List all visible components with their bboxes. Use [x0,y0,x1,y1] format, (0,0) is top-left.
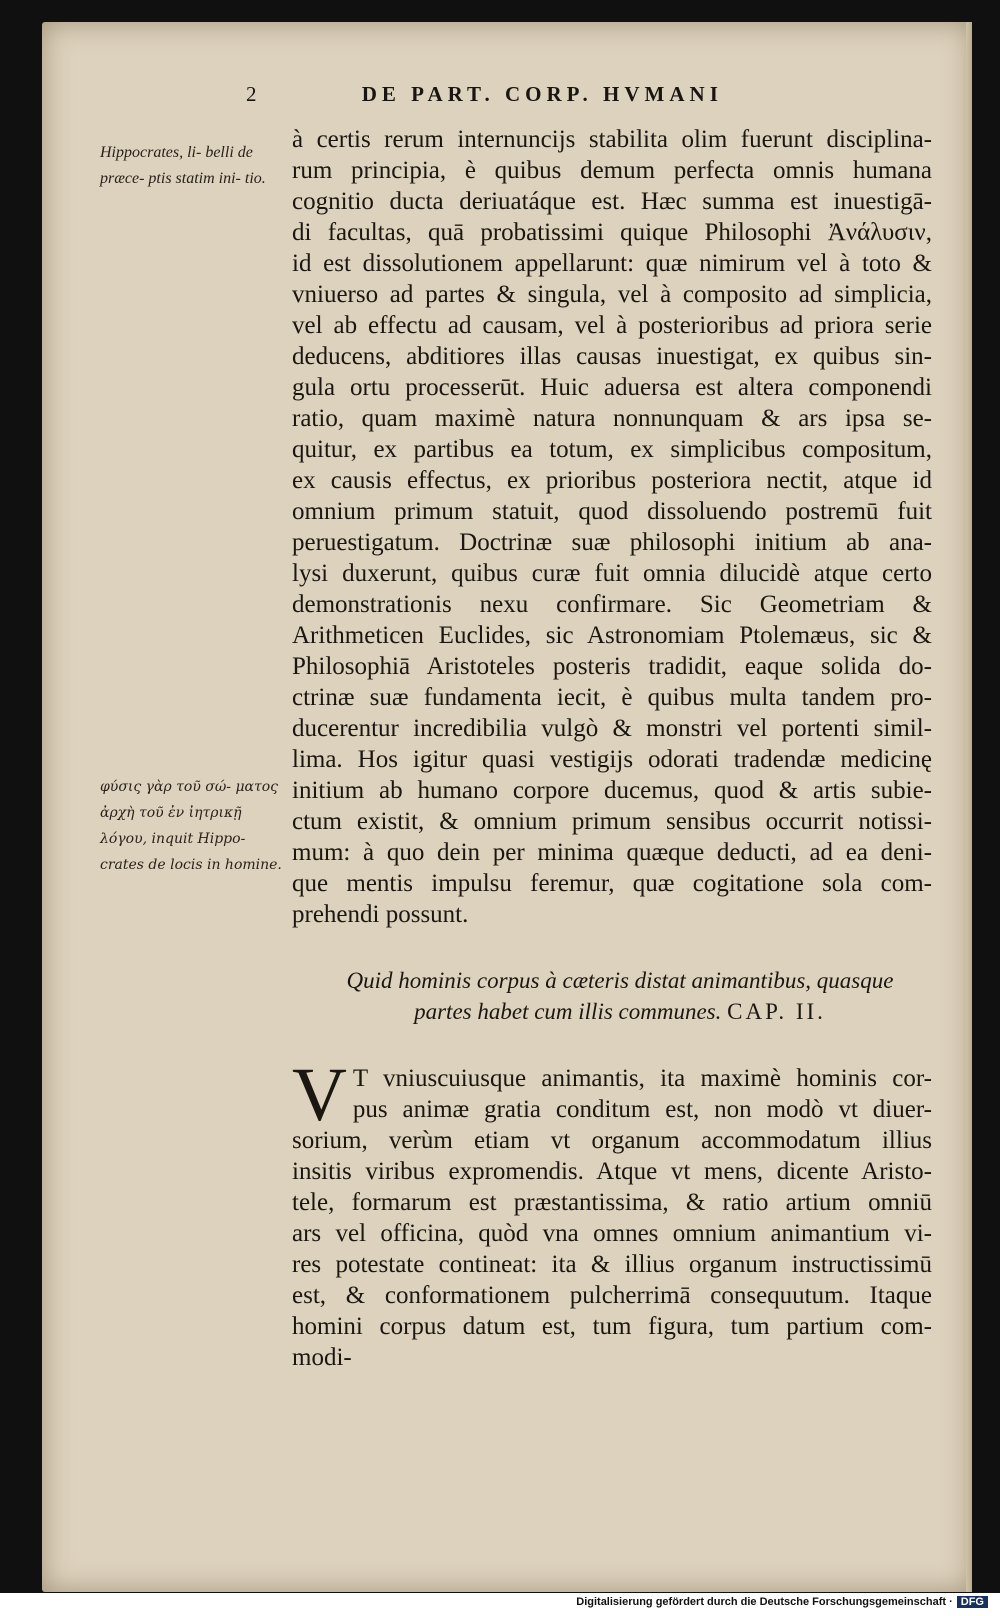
text-line: prehendi possunt. [292,901,469,928]
text-line: res potestate contineat: ita & illius organum instructissimū [292,1251,932,1278]
running-title: DE PART. CORP. HVMANI [361,82,723,106]
text-line: rum principia, è quibus demum perfecta omnis humana [292,157,932,184]
text-line: deducens, abditiores illas causas inuestigat, ex quibus sin- [292,343,932,370]
text-line: mum: à quo dein per minima quæque deducti, ad ea deni- [292,839,932,866]
chapter-lines [292,1053,932,1373]
chapter-heading-line: Quid hominis corpus à cæteris distat animantibus, quasque [346,968,894,993]
text-line: lima. Hos igitur quasi vestigijs odorati tradendæ medicinę [292,746,932,773]
digitization-credit [576,1596,988,1608]
text-line: est, & conformationem pulcherrimā consequutum. Itaque [292,1282,932,1309]
text-line: omnium primum statuit, quod dissoluendo postremū fuit [292,498,932,525]
chapter-heading [310,965,930,1027]
text-line: sorium, verùm etiam vt organum accommodatum illius [292,1127,932,1154]
running-header [246,82,766,107]
page-number: 2 [246,82,262,106]
text-line: vniuerso ad partes & singula, vel à composito ad simplicia, [292,281,932,308]
dfg-logo: DFG [957,1596,988,1608]
text-line: vel ab effectu ad causam, vel à posterioribus ad priora serie [292,312,932,339]
text-line: ars vel officina, quòd vna omnes omnium animantium vi- [292,1220,932,1247]
text-line: homini corpus datum est, tum figura, tum partium com- [292,1313,932,1340]
text-line: di facultas, quā probatissimi quique Philosophi Ἀνάλυσιν, [292,219,932,246]
text-line: ctum existit, & omnium primum sensibus occurrit notissi- [292,808,932,835]
margin-note-hippocrates: Hippocrates, li- belli de præce- ptis statim ini- tio. [100,144,266,187]
text-line: T vniuscuiusque animantis, ita maximè hominis cor- [352,1065,932,1092]
text-line: ratio, quam maximè natura nonnunquam & ars ipsa se- [292,405,932,432]
text-line: modi- [292,1344,352,1371]
text-line: Arithmeticen Euclides, sic Astronomiam Ptolemæus, sic & [292,622,932,649]
text-line: pus animæ gratia conditum est, non modò vt diuer- [352,1096,932,1123]
text-line: tele, formarum est præstantissima, & ratio artium omniū [292,1189,932,1216]
margin-note-text: φύσις γὰρ τοῦ σώ- ματος ἀρχὴ τοῦ ἐν ἰητρικῇ λόγου, inquit Hippo- crates de locis in homine. [100,779,282,873]
text-line: gula ortu processerūt. Huic aduersa est altera componendi [292,374,932,401]
main-text-block [292,124,932,930]
chapter-heading-line [310,996,930,1027]
chapter-text-block [292,1053,932,1373]
text-line: Philosophiā Aristoteles posteris tradidit, eaque solida do- [292,653,932,680]
chapter-heading-text: partes habet cum illis communes. [414,999,722,1024]
text-line: insitis viribus expromendis. Atque vt mens, dicente Aristo- [292,1158,932,1185]
chapter-number: CAP. II. [727,999,826,1024]
text-line: ducerentur incredibilia vulgò & monstri vel portenti simil- [292,715,932,742]
text-line: à certis rerum internuncijs stabilita olim fuerunt disciplina- [292,126,932,153]
text-line: lysi duxerunt, quibus curæ fuit omnia dilucidè atque certo [292,560,932,587]
page-edge [966,22,972,1592]
text-line: peruestigatum. Doctrinæ suæ philosophi initium ab ana- [292,529,932,556]
text-line: ex causis effectus, ex prioribus posteriora nectit, atque id [292,467,932,494]
text-line: demonstrationis nexu confirmare. Sic Geometriam & [292,591,932,618]
credit-text: Digitalisierung gefördert durch die Deutsche Forschungsgemeinschaft · [576,1596,953,1608]
text-line: ctrinæ suæ fundamenta iecit, è quibus multa tandem pro- [292,684,932,711]
text-line: cognitio ducta deriuatáque est. Hæc summa est inuestigā- [292,188,932,215]
text-line: initium ab humano corpore ducemus, quod & artis subie- [292,777,932,804]
text-line: id est dissolutionem appellarunt: quæ nimirum vel à toto & [292,250,932,277]
drop-cap: V [292,1053,347,1137]
text-line: quitur, ex partibus ea totum, ex simplicibus compositum, [292,436,932,463]
margin-note-greek-quote [100,774,285,878]
text-line: que mentis impulsu feremur, quæ cogitatione sola com- [292,870,932,897]
